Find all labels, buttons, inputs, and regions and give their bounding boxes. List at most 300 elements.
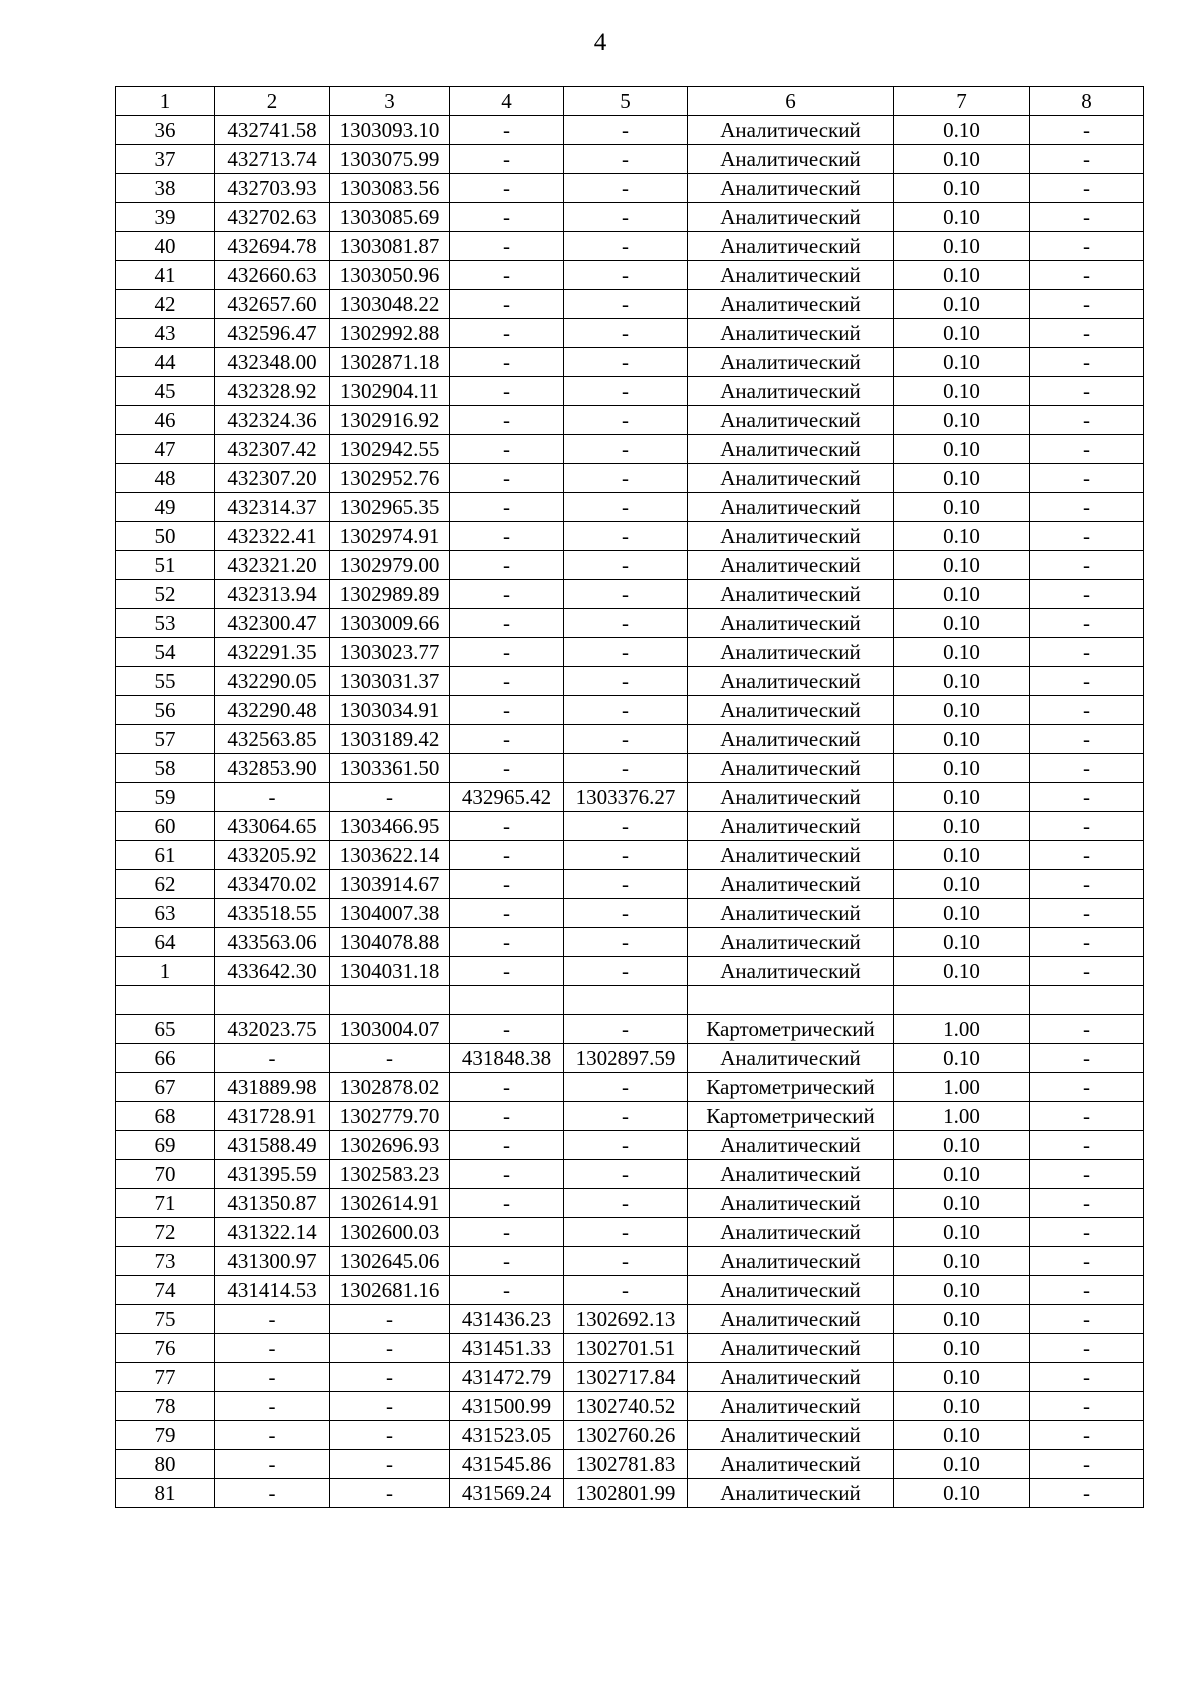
cell-x-coordinate: 433518.55 <box>215 899 330 928</box>
cell-accuracy: 1.00 <box>894 1015 1030 1044</box>
cell-y-coordinate-alt: - <box>564 174 688 203</box>
cell-x-coordinate: - <box>215 1305 330 1334</box>
cell-x-coordinate: 432290.05 <box>215 667 330 696</box>
cell-note: - <box>1030 406 1144 435</box>
cell-y-coordinate-alt: 1302692.13 <box>564 1305 688 1334</box>
cell-y-coordinate: - <box>330 1044 450 1073</box>
cell-accuracy: 7 <box>894 87 1030 116</box>
cell-note: - <box>1030 348 1144 377</box>
table-row <box>116 1421 1144 1450</box>
cell-x-coordinate-alt: - <box>450 957 564 986</box>
cell-x-coordinate-alt: - <box>450 754 564 783</box>
cell-x-coordinate-alt: - <box>450 261 564 290</box>
cell-accuracy: 0.10 <box>894 638 1030 667</box>
table-row <box>116 1189 1144 1218</box>
cell-y-coordinate: 1302645.06 <box>330 1247 450 1276</box>
cell-note: - <box>1030 261 1144 290</box>
cell-y-coordinate-alt: 1302897.59 <box>564 1044 688 1073</box>
cell-method <box>688 986 894 1015</box>
table-row <box>116 1363 1144 1392</box>
cell-y-coordinate: - <box>330 1334 450 1363</box>
cell-method: Аналитический <box>688 1131 894 1160</box>
cell-x-coordinate-alt: 431472.79 <box>450 1363 564 1392</box>
cell-accuracy: 0.10 <box>894 261 1030 290</box>
cell-point-number: 54 <box>116 638 215 667</box>
cell-note: - <box>1030 551 1144 580</box>
cell-method: Аналитический <box>688 957 894 986</box>
cell-x-coordinate: 432596.47 <box>215 319 330 348</box>
cell-y-coordinate: 1303009.66 <box>330 609 450 638</box>
cell-point-number: 81 <box>116 1479 215 1508</box>
cell-x-coordinate: 2 <box>215 87 330 116</box>
cell-x-coordinate: 432307.42 <box>215 435 330 464</box>
cell-method: Аналитический <box>688 812 894 841</box>
cell-y-coordinate: 1302779.70 <box>330 1102 450 1131</box>
cell-note: - <box>1030 1102 1144 1131</box>
table-row <box>116 1450 1144 1479</box>
cell-x-coordinate-alt: - <box>450 870 564 899</box>
cell-accuracy: 0.10 <box>894 1334 1030 1363</box>
cell-x-coordinate-alt: - <box>450 928 564 957</box>
cell-accuracy: 0.10 <box>894 812 1030 841</box>
table-row <box>116 667 1144 696</box>
cell-note: - <box>1030 1334 1144 1363</box>
cell-y-coordinate: - <box>330 1450 450 1479</box>
cell-y-coordinate: - <box>330 783 450 812</box>
cell-y-coordinate-alt: - <box>564 841 688 870</box>
cell-x-coordinate: 432741.58 <box>215 116 330 145</box>
cell-x-coordinate-alt: 431545.86 <box>450 1450 564 1479</box>
cell-y-coordinate-alt: - <box>564 1189 688 1218</box>
cell-x-coordinate: - <box>215 783 330 812</box>
cell-note: - <box>1030 754 1144 783</box>
cell-x-coordinate: 433470.02 <box>215 870 330 899</box>
table-row <box>116 319 1144 348</box>
cell-method: Аналитический <box>688 1044 894 1073</box>
cell-y-coordinate: - <box>330 1392 450 1421</box>
cell-method: Аналитический <box>688 348 894 377</box>
cell-y-coordinate-alt: - <box>564 1102 688 1131</box>
cell-point-number: 78 <box>116 1392 215 1421</box>
cell-method: Картометрический <box>688 1073 894 1102</box>
cell-y-coordinate-alt: - <box>564 435 688 464</box>
cell-x-coordinate: 431728.91 <box>215 1102 330 1131</box>
cell-accuracy: 0.10 <box>894 870 1030 899</box>
cell-x-coordinate-alt: 431451.33 <box>450 1334 564 1363</box>
cell-method: Аналитический <box>688 232 894 261</box>
cell-y-coordinate-alt: - <box>564 232 688 261</box>
cell-note: - <box>1030 1131 1144 1160</box>
table-row <box>116 232 1144 261</box>
cell-y-coordinate-alt: - <box>564 870 688 899</box>
cell-method: Аналитический <box>688 1160 894 1189</box>
cell-y-coordinate-alt: - <box>564 377 688 406</box>
cell-accuracy: 0.10 <box>894 1363 1030 1392</box>
cell-y-coordinate-alt: 1303376.27 <box>564 783 688 812</box>
cell-y-coordinate: 1302600.03 <box>330 1218 450 1247</box>
cell-y-coordinate: 1302614.91 <box>330 1189 450 1218</box>
table-row <box>116 986 1144 1015</box>
cell-accuracy: 0.10 <box>894 1218 1030 1247</box>
cell-method: Аналитический <box>688 1363 894 1392</box>
cell-point-number: 42 <box>116 290 215 319</box>
cell-x-coordinate: 432290.48 <box>215 696 330 725</box>
cell-y-coordinate-alt: - <box>564 464 688 493</box>
cell-point-number: 77 <box>116 1363 215 1392</box>
cell-x-coordinate: 431588.49 <box>215 1131 330 1160</box>
table-row <box>116 1044 1144 1073</box>
cell-note: - <box>1030 783 1144 812</box>
cell-y-coordinate: 1302942.55 <box>330 435 450 464</box>
cell-x-coordinate-alt: - <box>450 464 564 493</box>
cell-method: Аналитический <box>688 1305 894 1334</box>
cell-y-coordinate: 1303034.91 <box>330 696 450 725</box>
cell-y-coordinate: 3 <box>330 87 450 116</box>
cell-note: - <box>1030 1392 1144 1421</box>
cell-method: Аналитический <box>688 725 894 754</box>
cell-y-coordinate: 1302583.23 <box>330 1160 450 1189</box>
cell-point-number: 36 <box>116 116 215 145</box>
cell-note: - <box>1030 464 1144 493</box>
cell-note: - <box>1030 1044 1144 1073</box>
cell-y-coordinate: 1304078.88 <box>330 928 450 957</box>
cell-point-number: 66 <box>116 1044 215 1073</box>
cell-note: - <box>1030 957 1144 986</box>
cell-accuracy: 0.10 <box>894 1392 1030 1421</box>
cell-method: Аналитический <box>688 667 894 696</box>
cell-method: Аналитический <box>688 493 894 522</box>
cell-accuracy: 0.10 <box>894 928 1030 957</box>
cell-x-coordinate-alt: - <box>450 319 564 348</box>
cell-accuracy: 0.10 <box>894 174 1030 203</box>
cell-x-coordinate: 432324.36 <box>215 406 330 435</box>
cell-x-coordinate: 433563.06 <box>215 928 330 957</box>
cell-y-coordinate-alt: - <box>564 261 688 290</box>
cell-y-coordinate: 1303083.56 <box>330 174 450 203</box>
cell-method: 6 <box>688 87 894 116</box>
cell-y-coordinate-alt: - <box>564 1073 688 1102</box>
cell-x-coordinate: 432713.74 <box>215 145 330 174</box>
cell-accuracy: 0.10 <box>894 116 1030 145</box>
cell-y-coordinate: 1303093.10 <box>330 116 450 145</box>
cell-y-coordinate-alt: 1302781.83 <box>564 1450 688 1479</box>
cell-accuracy: 0.10 <box>894 348 1030 377</box>
cell-note: - <box>1030 377 1144 406</box>
cell-x-coordinate-alt: - <box>450 1102 564 1131</box>
cell-accuracy: 0.10 <box>894 464 1030 493</box>
cell-x-coordinate: 432314.37 <box>215 493 330 522</box>
cell-y-coordinate: 1303048.22 <box>330 290 450 319</box>
cell-note: - <box>1030 667 1144 696</box>
cell-point-number: 43 <box>116 319 215 348</box>
cell-accuracy: 0.10 <box>894 1131 1030 1160</box>
cell-x-coordinate-alt: - <box>450 1276 564 1305</box>
table-row <box>116 1276 1144 1305</box>
table-row <box>116 899 1144 928</box>
cell-point-number: 70 <box>116 1160 215 1189</box>
cell-accuracy: 0.10 <box>894 435 1030 464</box>
cell-point-number: 65 <box>116 1015 215 1044</box>
cell-x-coordinate: 432328.92 <box>215 377 330 406</box>
cell-y-coordinate-alt: - <box>564 638 688 667</box>
cell-note: - <box>1030 145 1144 174</box>
cell-accuracy: 0.10 <box>894 290 1030 319</box>
cell-method: Аналитический <box>688 261 894 290</box>
cell-y-coordinate: 1302992.88 <box>330 319 450 348</box>
cell-y-coordinate-alt: 1302801.99 <box>564 1479 688 1508</box>
cell-x-coordinate-alt: - <box>450 841 564 870</box>
cell-x-coordinate-alt: - <box>450 435 564 464</box>
table-row <box>116 1334 1144 1363</box>
cell-note: - <box>1030 1363 1144 1392</box>
cell-accuracy: 0.10 <box>894 1276 1030 1305</box>
cell-point-number: 53 <box>116 609 215 638</box>
cell-y-coordinate-alt: - <box>564 551 688 580</box>
cell-point-number: 57 <box>116 725 215 754</box>
cell-y-coordinate-alt: - <box>564 116 688 145</box>
cell-x-coordinate-alt: 431500.99 <box>450 1392 564 1421</box>
table-row <box>116 348 1144 377</box>
cell-y-coordinate: 1302952.76 <box>330 464 450 493</box>
cell-note: - <box>1030 1276 1144 1305</box>
cell-note: 8 <box>1030 87 1144 116</box>
cell-method: Аналитический <box>688 1421 894 1450</box>
cell-x-coordinate-alt: - <box>450 116 564 145</box>
table-row <box>116 1131 1144 1160</box>
cell-accuracy: 0.10 <box>894 319 1030 348</box>
cell-x-coordinate: - <box>215 1479 330 1508</box>
cell-note: - <box>1030 1421 1144 1450</box>
table-row <box>116 464 1144 493</box>
cell-x-coordinate: - <box>215 1421 330 1450</box>
cell-note: - <box>1030 493 1144 522</box>
cell-accuracy: 0.10 <box>894 145 1030 174</box>
cell-y-coordinate-alt: - <box>564 667 688 696</box>
cell-x-coordinate: 432023.75 <box>215 1015 330 1044</box>
cell-method: Аналитический <box>688 406 894 435</box>
cell-x-coordinate: 433064.65 <box>215 812 330 841</box>
cell-y-coordinate-alt: - <box>564 928 688 957</box>
cell-x-coordinate: 432300.47 <box>215 609 330 638</box>
table-row <box>116 638 1144 667</box>
cell-x-coordinate-alt: - <box>450 1160 564 1189</box>
cell-method: Аналитический <box>688 580 894 609</box>
cell-x-coordinate: - <box>215 1450 330 1479</box>
cell-method: Аналитический <box>688 1334 894 1363</box>
cell-y-coordinate: 1303075.99 <box>330 145 450 174</box>
cell-y-coordinate: 1302681.16 <box>330 1276 450 1305</box>
cell-method: Аналитический <box>688 1450 894 1479</box>
cell-y-coordinate: - <box>330 1421 450 1450</box>
cell-y-coordinate: - <box>330 1363 450 1392</box>
cell-note: - <box>1030 609 1144 638</box>
cell-x-coordinate: 432322.41 <box>215 522 330 551</box>
cell-method: Картометрический <box>688 1015 894 1044</box>
cell-point-number: 63 <box>116 899 215 928</box>
cell-y-coordinate-alt: - <box>564 754 688 783</box>
cell-y-coordinate: 1303466.95 <box>330 812 450 841</box>
cell-method: Аналитический <box>688 1189 894 1218</box>
table-row <box>116 406 1144 435</box>
cell-y-coordinate: 1302979.00 <box>330 551 450 580</box>
cell-accuracy: 0.10 <box>894 232 1030 261</box>
cell-x-coordinate-alt: - <box>450 406 564 435</box>
cell-method: Аналитический <box>688 899 894 928</box>
cell-accuracy: 0.10 <box>894 1044 1030 1073</box>
cell-y-coordinate-alt: - <box>564 1247 688 1276</box>
cell-x-coordinate-alt: - <box>450 725 564 754</box>
cell-point-number: 56 <box>116 696 215 725</box>
cell-method: Аналитический <box>688 1479 894 1508</box>
table-row <box>116 261 1144 290</box>
table-row <box>116 783 1144 812</box>
cell-y-coordinate-alt: - <box>564 957 688 986</box>
cell-x-coordinate-alt: 431523.05 <box>450 1421 564 1450</box>
cell-x-coordinate: 431300.97 <box>215 1247 330 1276</box>
cell-point-number: 1 <box>116 957 215 986</box>
table-body <box>116 87 1144 1508</box>
cell-y-coordinate-alt <box>564 986 688 1015</box>
cell-y-coordinate: 1302989.89 <box>330 580 450 609</box>
header-row <box>116 87 1144 116</box>
cell-note: - <box>1030 116 1144 145</box>
cell-note: - <box>1030 435 1144 464</box>
table-row <box>116 1015 1144 1044</box>
cell-note: - <box>1030 870 1144 899</box>
cell-method: Аналитический <box>688 841 894 870</box>
cell-x-coordinate: 431395.59 <box>215 1160 330 1189</box>
cell-accuracy: 0.10 <box>894 1479 1030 1508</box>
cell-note: - <box>1030 319 1144 348</box>
cell-x-coordinate-alt: - <box>450 348 564 377</box>
cell-x-coordinate-alt: 431569.24 <box>450 1479 564 1508</box>
cell-method: Аналитический <box>688 435 894 464</box>
cell-note: - <box>1030 899 1144 928</box>
cell-x-coordinate: 432703.93 <box>215 174 330 203</box>
cell-x-coordinate: 431414.53 <box>215 1276 330 1305</box>
cell-accuracy: 0.10 <box>894 377 1030 406</box>
cell-note: - <box>1030 580 1144 609</box>
cell-method: Аналитический <box>688 1392 894 1421</box>
cell-method: Аналитический <box>688 203 894 232</box>
table-row <box>116 145 1144 174</box>
cell-accuracy: 0.10 <box>894 696 1030 725</box>
cell-x-coordinate-alt: - <box>450 290 564 319</box>
page-number: 4 <box>593 29 607 56</box>
cell-x-coordinate-alt <box>450 986 564 1015</box>
cell-accuracy: 0.10 <box>894 406 1030 435</box>
table-row <box>116 174 1144 203</box>
cell-method: Аналитический <box>688 870 894 899</box>
cell-point-number: 40 <box>116 232 215 261</box>
cell-point-number: 76 <box>116 1334 215 1363</box>
table-row <box>116 870 1144 899</box>
cell-point-number: 44 <box>116 348 215 377</box>
cell-method: Аналитический <box>688 609 894 638</box>
cell-y-coordinate: 1302965.35 <box>330 493 450 522</box>
table-row <box>116 1160 1144 1189</box>
cell-accuracy <box>894 986 1030 1015</box>
cell-y-coordinate: 1303004.07 <box>330 1015 450 1044</box>
cell-point-number: 41 <box>116 261 215 290</box>
cell-point-number: 46 <box>116 406 215 435</box>
cell-x-coordinate: - <box>215 1363 330 1392</box>
table-row <box>116 203 1144 232</box>
cell-x-coordinate-alt: - <box>450 667 564 696</box>
cell-accuracy: 0.10 <box>894 1450 1030 1479</box>
table-row <box>116 928 1144 957</box>
cell-x-coordinate-alt: 4 <box>450 87 564 116</box>
cell-point-number: 39 <box>116 203 215 232</box>
cell-point-number: 80 <box>116 1450 215 1479</box>
cell-y-coordinate-alt: - <box>564 812 688 841</box>
table-row <box>116 1392 1144 1421</box>
cell-y-coordinate: - <box>330 1305 450 1334</box>
cell-x-coordinate-alt: - <box>450 638 564 667</box>
cell-point-number: 75 <box>116 1305 215 1334</box>
cell-note: - <box>1030 725 1144 754</box>
cell-x-coordinate: 432702.63 <box>215 203 330 232</box>
cell-note: - <box>1030 232 1144 261</box>
cell-point-number: 60 <box>116 812 215 841</box>
cell-y-coordinate: 1302871.18 <box>330 348 450 377</box>
table-row <box>116 609 1144 638</box>
cell-point-number: 64 <box>116 928 215 957</box>
cell-note: - <box>1030 1160 1144 1189</box>
cell-point-number: 73 <box>116 1247 215 1276</box>
cell-note: - <box>1030 1218 1144 1247</box>
cell-method: Аналитический <box>688 638 894 667</box>
cell-y-coordinate-alt: - <box>564 145 688 174</box>
cell-y-coordinate: 1302974.91 <box>330 522 450 551</box>
cell-note: - <box>1030 812 1144 841</box>
table-row <box>116 841 1144 870</box>
table-row <box>116 116 1144 145</box>
cell-method: Аналитический <box>688 1276 894 1305</box>
cell-method: Аналитический <box>688 116 894 145</box>
cell-method: Картометрический <box>688 1102 894 1131</box>
table-row <box>116 1073 1144 1102</box>
cell-method: Аналитический <box>688 1247 894 1276</box>
cell-y-coordinate: 1303031.37 <box>330 667 450 696</box>
cell-y-coordinate-alt: 1302717.84 <box>564 1363 688 1392</box>
cell-x-coordinate: 432563.85 <box>215 725 330 754</box>
cell-accuracy: 1.00 <box>894 1073 1030 1102</box>
cell-x-coordinate-alt: - <box>450 609 564 638</box>
cell-x-coordinate: 432853.90 <box>215 754 330 783</box>
table-row <box>116 754 1144 783</box>
cell-x-coordinate: 432348.00 <box>215 348 330 377</box>
table-row <box>116 725 1144 754</box>
cell-point-number: 74 <box>116 1276 215 1305</box>
cell-y-coordinate: 1303050.96 <box>330 261 450 290</box>
cell-point-number: 59 <box>116 783 215 812</box>
cell-x-coordinate-alt: 431848.38 <box>450 1044 564 1073</box>
cell-method: Аналитический <box>688 174 894 203</box>
coordinates-table <box>115 86 1144 1508</box>
table-row <box>116 957 1144 986</box>
cell-x-coordinate: 432291.35 <box>215 638 330 667</box>
table-row <box>116 1102 1144 1131</box>
cell-y-coordinate-alt: - <box>564 406 688 435</box>
cell-y-coordinate-alt: - <box>564 1276 688 1305</box>
cell-note: - <box>1030 203 1144 232</box>
cell-x-coordinate-alt: - <box>450 493 564 522</box>
cell-accuracy: 0.10 <box>894 783 1030 812</box>
cell-x-coordinate <box>215 986 330 1015</box>
cell-accuracy: 0.10 <box>894 841 1030 870</box>
cell-note: - <box>1030 1305 1144 1334</box>
